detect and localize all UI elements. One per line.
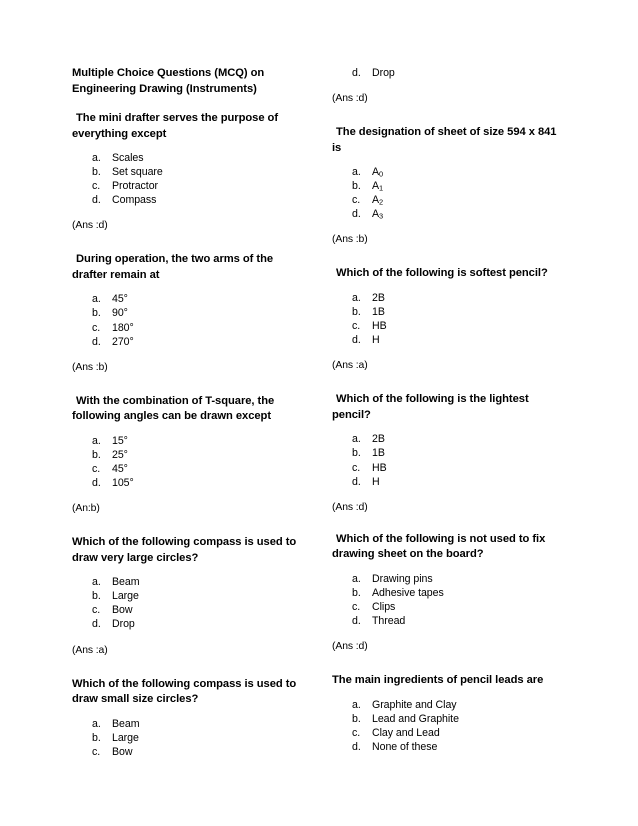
option-text: Drop	[112, 618, 135, 631]
document-title-line2: Engineering Drawing (Instruments)	[72, 82, 257, 95]
option-letter: c.	[352, 320, 361, 333]
question-block-10	[332, 673, 564, 754]
option-item[interactable]	[332, 432, 564, 446]
option-base: A	[372, 208, 380, 221]
option-text: Set square	[112, 166, 163, 179]
option-text: None of these	[372, 740, 438, 753]
option-text: Adhesive tapes	[372, 586, 444, 599]
option-text: Large	[112, 590, 139, 603]
option-item[interactable]	[332, 740, 564, 754]
option-text: 2B	[372, 433, 385, 446]
option-letter: a.	[92, 293, 101, 306]
option-text: Bow	[112, 745, 133, 758]
option-text	[372, 179, 564, 193]
option-letter: c.	[352, 461, 361, 474]
option-text: H	[372, 475, 380, 488]
option-text: Drawing pins	[372, 572, 433, 585]
option-subscript: 2	[379, 197, 384, 207]
option-item[interactable]	[332, 207, 564, 221]
option-list-continued	[332, 66, 564, 80]
option-letter: b.	[352, 447, 361, 460]
option-item[interactable]	[72, 603, 304, 617]
option-text: 90°	[112, 307, 128, 320]
option-text: 2B	[372, 291, 385, 304]
option-letter: b.	[92, 731, 101, 744]
option-list	[332, 698, 564, 754]
option-text: 45°	[112, 462, 128, 475]
option-item[interactable]	[72, 731, 304, 745]
question-text: Which of the following compass is used to draw very large circles?	[72, 536, 297, 564]
option-letter: d.	[92, 335, 101, 348]
option-letter: b.	[352, 180, 361, 193]
option-item[interactable]	[332, 475, 564, 489]
question-text: During operation, the two arms of the drafter remain at	[72, 253, 274, 281]
option-letter: c.	[92, 180, 101, 193]
option-base: A	[372, 194, 380, 207]
option-base: A	[372, 180, 380, 193]
option-letter: d.	[92, 194, 101, 207]
option-subscript: 0	[379, 169, 384, 179]
question-block-2	[72, 252, 304, 374]
option-letter: b.	[92, 448, 101, 461]
option-text: HB	[372, 320, 387, 333]
option-subscript: 1	[379, 183, 384, 193]
question-block-6	[332, 125, 564, 247]
option-item[interactable]	[332, 572, 564, 586]
option-item[interactable]	[332, 66, 564, 80]
answer-text: (Ans :a)	[72, 644, 108, 656]
option-item[interactable]	[72, 617, 304, 631]
option-text: Graphite and Clay	[372, 698, 457, 711]
option-letter: a.	[352, 433, 361, 446]
option-text: Clips	[372, 600, 396, 613]
option-letter: b.	[92, 590, 101, 603]
question-block-7	[332, 266, 564, 373]
answer-text: (Ans :d)	[72, 220, 108, 232]
option-letter: c.	[92, 745, 101, 758]
option-subscript: 3	[379, 211, 384, 221]
question-text: With the combination of T-square, the following angles can be drawn except	[72, 394, 275, 423]
question-block-4	[72, 535, 304, 657]
option-text: 1B	[372, 306, 385, 319]
option-letter: d.	[352, 615, 361, 627]
answer-text: (Ans :b)	[332, 234, 368, 246]
left-column	[72, 66, 304, 759]
option-list	[72, 575, 304, 631]
option-item[interactable]	[332, 305, 564, 319]
option-item[interactable]	[72, 589, 304, 603]
option-letter: b.	[92, 307, 101, 320]
question-text: Which of the following is not used to fix drawing sheet on the board?	[332, 532, 546, 561]
option-text: Beam	[112, 576, 140, 589]
option-item[interactable]	[72, 462, 304, 476]
question-text: Which of the following compass is used to draw small size circles?	[72, 677, 297, 705]
option-item[interactable]	[332, 319, 564, 333]
option-item[interactable]	[72, 165, 304, 179]
option-text: Beam	[112, 717, 140, 730]
option-item[interactable]	[332, 193, 564, 207]
option-item[interactable]	[332, 698, 564, 712]
answer-text: (Ans :d)	[332, 641, 368, 653]
option-item[interactable]	[332, 461, 564, 475]
option-letter: a.	[92, 152, 101, 164]
option-letter: a.	[352, 698, 361, 711]
option-item[interactable]	[72, 151, 304, 165]
option-letter: b.	[92, 166, 101, 179]
option-text: Clay and Lead	[372, 726, 440, 739]
option-item[interactable]	[72, 321, 304, 335]
option-letter: a.	[352, 572, 361, 585]
question-text: The mini drafter serves the purpose of everything except	[72, 112, 279, 140]
document-title-line1: Multiple Choice Questions (MCQ) on	[72, 67, 265, 79]
option-text: Protractor	[112, 180, 159, 193]
question-block-3	[72, 394, 304, 516]
option-text: Thread	[372, 615, 406, 627]
question-block-8	[332, 392, 564, 514]
option-letter: c.	[92, 462, 101, 475]
option-text: Drop	[372, 67, 395, 79]
option-item[interactable]	[332, 600, 564, 614]
option-item[interactable]	[332, 291, 564, 305]
option-letter: b.	[352, 586, 361, 599]
question-text: Which of the following is softest pencil?	[336, 267, 548, 280]
option-text: 15°	[112, 434, 128, 447]
option-item[interactable]	[332, 614, 564, 628]
option-letter: d.	[352, 475, 361, 488]
option-text: Lead and Graphite	[372, 712, 459, 725]
option-text	[372, 193, 564, 207]
option-item[interactable]	[72, 448, 304, 462]
option-list	[72, 434, 304, 490]
option-item[interactable]	[72, 476, 304, 490]
option-text: Compass	[112, 194, 157, 207]
option-text: Scales	[112, 152, 144, 164]
option-letter: a.	[92, 576, 101, 589]
answer-text: (Ans :d)	[332, 501, 368, 513]
option-letter: c.	[92, 604, 101, 617]
question-text: The designation of sheet of size 594 x 841 is	[332, 126, 557, 154]
option-list	[332, 572, 564, 628]
option-base: A	[372, 166, 380, 179]
option-item[interactable]	[72, 745, 304, 759]
question-block-9	[332, 532, 564, 654]
right-column	[332, 66, 564, 754]
option-list	[332, 165, 564, 221]
option-letter: c.	[352, 726, 361, 739]
option-item[interactable]	[332, 586, 564, 600]
option-letter: a.	[352, 166, 361, 179]
option-list	[72, 292, 304, 348]
option-letter: d.	[352, 208, 361, 221]
option-item[interactable]	[72, 179, 304, 193]
option-item[interactable]	[72, 575, 304, 589]
option-list	[332, 432, 564, 488]
option-text: 105°	[112, 477, 134, 490]
option-text: 180°	[112, 321, 134, 334]
option-item[interactable]	[332, 446, 564, 460]
option-letter: a.	[352, 291, 361, 304]
option-item[interactable]	[332, 726, 564, 740]
option-letter: d.	[352, 740, 361, 753]
option-letter: a.	[92, 717, 101, 730]
option-letter: c.	[92, 321, 101, 334]
option-text: 25°	[112, 448, 128, 461]
answer-text: (Ans :b)	[72, 361, 108, 373]
option-letter: c.	[352, 194, 361, 207]
option-text: 45°	[112, 293, 128, 306]
option-item[interactable]	[332, 165, 564, 179]
option-item[interactable]	[72, 717, 304, 731]
option-item[interactable]	[332, 333, 564, 347]
answer-text: (Ans :a)	[332, 360, 368, 372]
option-item[interactable]	[72, 193, 304, 207]
option-item[interactable]	[72, 306, 304, 320]
document-title	[72, 66, 304, 97]
option-letter: a.	[92, 434, 101, 447]
option-item[interactable]	[332, 712, 564, 726]
continued-question-block	[332, 66, 564, 106]
option-item[interactable]	[72, 292, 304, 306]
option-text	[372, 207, 564, 221]
answer-text: (An:b)	[72, 503, 100, 515]
question-text: Which of the following is the lightest pencil?	[332, 393, 529, 421]
question-text: The main ingredients of pencil leads are	[332, 674, 544, 687]
option-letter: d.	[92, 477, 101, 490]
option-text: HB	[372, 461, 387, 474]
option-item[interactable]	[72, 335, 304, 349]
option-item[interactable]	[72, 434, 304, 448]
option-letter: b.	[352, 712, 361, 725]
option-list	[332, 291, 564, 347]
option-text: 270°	[112, 335, 134, 348]
option-letter: c.	[352, 600, 361, 613]
option-text: Bow	[112, 604, 133, 617]
question-block-5	[72, 677, 304, 759]
option-letter: d.	[92, 618, 101, 631]
option-text: Large	[112, 731, 139, 744]
option-list	[72, 151, 304, 207]
option-list	[72, 717, 304, 759]
option-text: H	[372, 334, 380, 347]
option-text	[372, 165, 564, 179]
option-letter: d.	[352, 67, 361, 79]
option-text: 1B	[372, 447, 385, 460]
answer-text: (Ans :d)	[332, 93, 368, 105]
option-letter: d.	[352, 334, 361, 347]
option-item[interactable]	[332, 179, 564, 193]
question-block-1	[72, 111, 304, 233]
option-letter: b.	[352, 306, 361, 319]
